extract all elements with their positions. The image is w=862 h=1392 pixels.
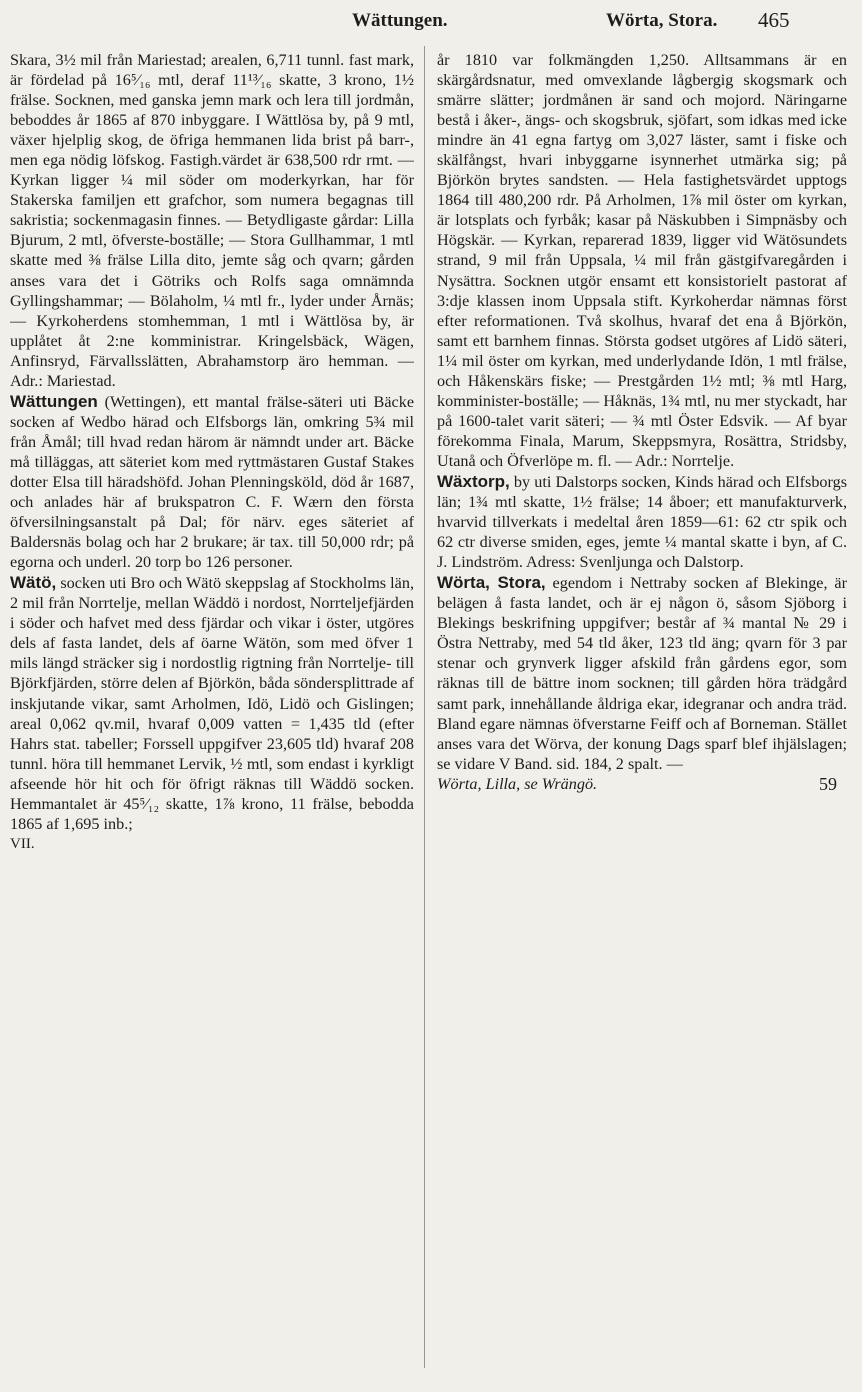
column-divider [424, 46, 425, 1368]
entry-body: (Wettingen), ett mantal frälse-säteri uti Bäcke socken af Wedbo härad och Elfsborgs län, omkring 5¾ mil från Åmål; till hvad redan härom är nämndt under art. Bäcke må tilläggas, att säteriet kom med ryttmästaren Gustaf Stakes dotter Elsa till häradshöfd. Johan Plenningsköld, död år 1687, och anlades här af brukspatron C. F. Wærn den första öfversilningsanstalt på Dal; för närv. eges säteriet af Baldersnäs bolag och har 2 brukare; är tax. till 50,000 rdr; på egorna och underl. 20 torp bo 126 personer. [10, 392, 414, 572]
footer-number: 59 [819, 773, 837, 794]
continued-paragraph: år 1810 var folkmängden 1,250. Alltsammans är en skärgårdsnatur, med omvexlande lågbergig skogsmark och smärre slätter; jordmånen är sand och mojord. Näringarne bestå i åker-, ängs- och skogsbruk, sjöfart, som idkas med icke mindre än 41 egna fartyg om 3,027 läster, samt i fiske och skälfångst, hvari inbyggarne isynnerhet utmärka sig; på Björkön brytes sandsten. — Hela fastighetsvärdet upptogs 1864 till 480,200 rdr. På Arholmen, 1⅞ mil öster om kyrkan, är lotsplats och fyrbåk; kasar på Näskubben i Simpnäsby och Högskär. — Kyrkan, reparerad 1839, ligger vid Wätösundets strand, 9 mil från Uppsala, ¼ mil från gästgifvaregården i Nysättra. Socknen utgör ensamt ett konsistorielt pastorat af 3:dje klassen inom Uppsala stift. Kyrkoherdar nämnas först efter reformationen. Två skolhus, hvaraf det ena å Björkön, samt ett barnhem finnas. Största godset utgöres af Lidö säteri, 1¼ mil öster om kyrkan, med underlydande Idön, 1 mtl frälse, och Håkenskärs fiske; — Prestgården 1½ mtl; ⅜ mtl Harg, komminister-boställe; — Håknäs, 1¾ mtl, nu mer styckadt, har på 1600-talet varit säteri; — ¾ mtl Öster Edsvik. — Af byar förekomma Finala, Marum, Skeppsmyra, Rosättra, Stridsby, Utanå och Öfverlöpe m. fl. — Adr.: Norrtelje. [437, 51, 847, 470]
cross-reference [437, 774, 847, 794]
entry-headword: Wörta, Stora, [437, 573, 546, 593]
signature-mark: VII. [10, 835, 35, 852]
entry-headword: Wäxtorp, [437, 471, 510, 491]
entry-worta-stora [437, 573, 847, 773]
entry-wato [10, 573, 414, 834]
entry-waxtorp [437, 472, 847, 572]
left-column [10, 50, 414, 1370]
running-header [0, 6, 862, 36]
right-column [437, 50, 847, 1370]
entry-body: by uti Dalstorps socken, Kinds härad och Elfsborgs län; 1¾ mtl skatte, 1½ frälse; 14 åboer; ett manufakturverk, hvarvid tillverkats i medeltal åren 1859—61: 62 ctr spik och 62 ctr diverse smiden, eges, jemte ¼ mantal skatte i byn, af C. J. Lindström. Adress: Svenljunga och Dalstorp. [437, 472, 847, 572]
left-running-title: Wättungen. [352, 10, 448, 31]
page-number: 465 [758, 8, 790, 32]
entry-body: socken uti Bro och Wätö skeppslag af Stockholms län, 2 mil från Norrtelje, mellan Wäddö i nordost, Norrteljefjärden i söder och hafvet med dess fjärdar och vikar i öster, utgöres dels af fasta landet, dels af öarne Wätön, som med öfver 1 mils längd sträcker sig i nordostlig rigtning från Norrtelje- till Björkfjärden, större delen af Björkön, båda söndersplittrade af inskjutande vikar, samt Arholmen, Idö, Lidö och Gislingen; areal 0,062 qv.mil, hvaraf 0,009 vatten = 1,435 tld (efter Hahrs stat. tabeller; Forssell uppgifver 23,605 tld) hvaraf 208 tunnl. höra till hemmanet Lervik, ½ mtl, som endast i kyrkligt afseende hör hit och för öfrigt räknas till Wäddö socken. Hemmantalet är 45⁵⁄₁₂ skatte, 1⅞ krono, 11 frälse, bebodda 1865 af 1,695 inb.; [10, 574, 414, 833]
right-running-title: Wörta, Stora. [606, 10, 718, 31]
entry-wattungen [10, 392, 414, 572]
entry-headword: Wättungen [10, 391, 98, 411]
entry-headword: Wätö, [10, 573, 57, 593]
entry-body: egendom i Nettraby socken af Blekinge, är belägen å fasta landet, och är ej någon ö, såsom Sjöborg i Blekings beskrifning uppgifver; består af ¾ mantal № 29 i Östra Nettraby, med 54 tld åker, 123 tld äng; qvarn för 3 par stenar och grynverk ligger afskild från gårdens egor, som räknas till de bättre inom socknen; till gården höra trädgård samt park, innehållande åldriga ekar, idegranar och andra träd. Bland egare nämnas öfverstarne Feiff och af Borneman. Stället anses vara det Wörva, der konung Dags sparf blef ihjälslagen; se vidare V Band. sid. 184, 2 spalt. — [437, 574, 847, 773]
continued-paragraph: Skara, 3½ mil från Mariestad; arealen, 6,711 tunnl. fast mark, är fördelad på 16⁵⁄₁₆ mtl, deraf 11¹³⁄₁₆ skatte, 3 krono, 1½ frälse. Socknen, med ganska jemn mark och lera till jordmån, beboddes år 1865 af 870 inbyggare. I Wättlösa by, på 9 mtl, växer hjelplig skog, de öfriga hemmanen lida brist på barr-, men ega nödig löfskog. Fastigh.värdet är 638,500 rdr rmt. — Kyrkan ligger ¼ mil söder om moderkyrkan, har för Stakerska familjen ett grafchor, som numera begagnas till sakristia; sockenmagasin finnes. — Betydligaste gårdar: Lilla Bjurum, 2 mtl, öfverste-boställe; — Stora Gullhammar, 1 mtl skatte med ⅜ frälse Lilla dito, jemte såg och qvarn; gården anses vara det i Götriks och Rolfs saga omnämnda Gyllingshammar; — Bölaholm, ¼ mtl fr., lyder under Årnäs; — Kyrkoherdens stomhemman, 1 mtl i Wättlösa by, är upplåtet åt 2:ne komministrar. Kringelsbäck, Wägen, Anfinsryd, Färvallsslätten, Abrahamstorp äro hemman. — Adr.: Mariestad. [10, 51, 414, 390]
cross-reference-text: Wörta, Lilla, se Wrängö. [437, 774, 598, 793]
